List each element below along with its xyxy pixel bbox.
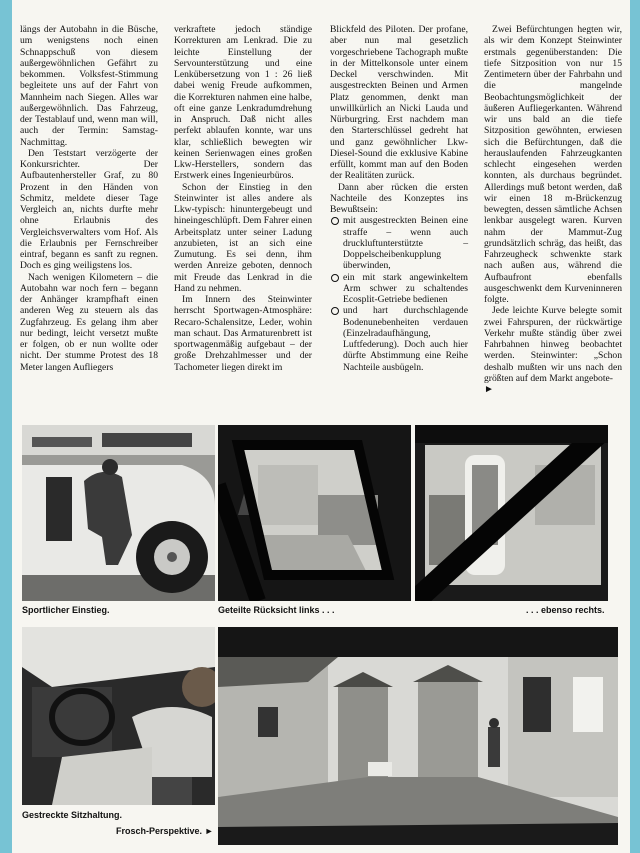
pointer-arrow-icon: ► [204,826,214,836]
paragraph: Jede leichte Kurve belegte somit zwei Fahrspuren, der rückwärtige Verkehr mußte ständig über zwei Fahrbahnen hinweg beobachtet werden. Steinwinter: „Schon deshalb mußten wir uns nach den größten auf dem Markt angebote- [484,305,622,384]
list-item: und hart durchschlagende Bodenunebenheiten verdauen (Einzelradaufhängung, Luftfederung). Doch auch hier dürfte Abstimmung eine Reihe Nachteile ausbügeln. [330,305,468,373]
photo-mirror-right [415,425,608,601]
magazine-page [12,0,630,853]
drawback-list [330,215,468,373]
paragraph: Zwei Befürchtungen hegten wir, als wir dem Konzept Steinwinter erstmals gegenüberstanden: Die tiefe Sitzposition von nur 15 Zentimetern über der Fahrbahn und die mangelnde Beobachtungsmöglichkeit der äußeren Aufliegerkanten. Während wir uns bald an die tiefe Sitzposition gewöhnten, erwiesen sich die Befürchtungen, daß die herauslaufenden Fahrzeugkanten schlecht eingesehen werden konnten, als durchaus begründet. Allerdings muß betont werden, daß wir einen 18 m-Brückenzug bewegten, dessen sämtliche Achsen lenkbar ausgelegt waren. Kurven nahm der Mammut-Zug grundsätzlich schräg, das heißt, das Fahrzeugheck schwenkte stark nach außen aus, während die Aufbaufront ebenfalls ausgeschwenkt dem Kurveninneren folgte. [484,24,622,305]
paragraph: Blickfeld des Piloten. Der profane, aber nun mal gesetzlich vorgeschriebene Tachograph mußte in der Mittelkonsole unter einem Deckel verschwinden. Mit ausgestreckten Beinen und Armen Platz genommen, denkt man unwillkürlich an Nicki Lauda und Nürburgring. Erst nachdem man den Starterschlüssel gedreht hat und ganz gewöhnlicher Lkw-Diesel-Sound die exklusive Kabine erfüllt, kommt man auf den Boden der Realitäten zurück. [330,24,468,182]
caption-photo-4: Gestreckte Sitzhaltung. [22,810,123,820]
paragraph: längs der Autobahn in die Büsche, um wenigstens noch einen Schnappschuß von diesem außergewöhnlichen Gefährt zu bekommen. Volksfest-Stimmung begleitete uns auf der Fahrt von Mannheim nach Siegen. Alles war außergewöhnlich. Das Fahrzeug, der Testablauf und, wenn man will, auch der Termin: Samstag-Nachmittag. [20,24,158,148]
text-column-3 [330,24,468,373]
caption-photo-1: Sportlicher Einstieg. [22,605,110,615]
paragraph: Den Teststart verzögerte der Konkursrichter. Der Aufbautenhersteller Graf, zu 80 Prozent in den Händen von Schmitz, meldete dieser Tage Vergleich an, nichts durfte mehr ohne Erlaubnis des Vergleichsverwalters vom Hof. Als die Erlaubnis per Fernschreiber eintraf, begann es sanft zu regnen. Doch es ging weiligstens los. [20,147,158,272]
caption-photo-3: . . . ebenso rechts. [526,605,605,615]
photo-cab-entry [22,425,215,601]
photo-driver-seated [22,627,215,805]
text-column-1 [20,24,158,373]
list-item: mit ausgestreckten Beinen eine straffe – wenn auch druckluftunterstützte – Doppelscheibenkupplung überwinden, [330,215,468,271]
continue-arrow-icon: ► [484,384,494,395]
paragraph: Schon der Einstieg in den Steinwinter ist alles andere als Lkw-typisch: hinuntergebeugt und hineingeschlüpft. Dem Fahrer einen Arbeitsplatz unter seiner Ladung anzubieten, ist an sich eine Zumutung. Es sei denn, ihm werden Anreize geboten, dennoch mit Freude das Lenkrad in die Hand zu nehmen. [174,181,312,294]
paragraph: Dann aber rücken die ersten Nachteile des Konzeptes ins Bewußtsein: [330,181,468,215]
list-item: ein mit stark angewinkeltem Arm schwer zu schaltendes Ecosplit-Getriebe bedienen [330,272,468,306]
paragraph: Nach wenigen Kilometern – die Autobahn war noch fern – begann der Anhänger krampfhaft einen anderen Weg zu steuern als das Zugfahrzeug. Es gelang ihm aber nur bedingt, leicht versetzt mußte er folgen, ob er nun wollte oder nicht. Der stumme Protest des 18 Meter langen Aufliegers [20,271,158,373]
text-column-4 [484,24,622,395]
paragraph: Im Innern des Steinwinter herrscht Sportwagen-Atmosphäre: Recaro-Schalensitze, Leder, wohin man schaut. Das Armaturenbrett ist sportwagenmäßig aufgebaut – der große Drehzahlmesser und der Tachometer liegen direkt im [174,294,312,373]
caption-photo-5: Frosch-Perspektive. ► [116,826,214,836]
paragraph: verkraftete jedoch ständige Korrekturen am Lenkrad. Die zu leichte Einstellung der Servounterstützung und eine Lenkübersetzung von 1 : 26 ließ dabei wenig Freude aufkommen, die Korrekturen nahmen eine halbe, oft eine ganze Lenkradumdrehung in Anspruch. Daß nicht alles perfekt ablaufen konnte, war uns klar, schließlich bewegten wir keinen Serienwagen eines großen Lkw-Herstellers, sondern das Erstwerk eines Ingenieurbüros. [174,24,312,182]
photo-mirror-left [218,425,411,601]
text-column-2 [174,24,312,373]
caption-photo-2: Geteilte Rücksicht links . . . [218,605,335,615]
photo-frog-perspective [218,627,618,845]
